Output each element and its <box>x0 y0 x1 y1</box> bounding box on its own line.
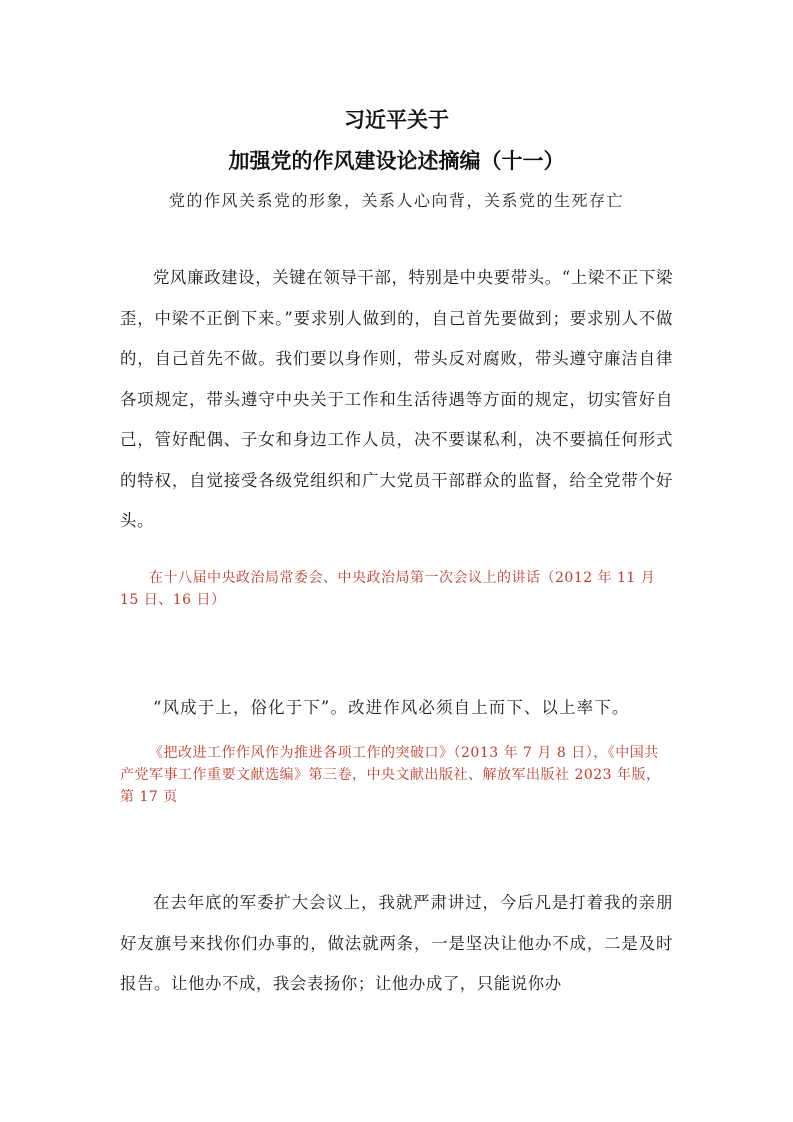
source-citation-2: 《把改进工作作风作为推进各项工作的突破口》（2013 年 7 月 8 日），《中国共产党军事工作重要文献选编》第三卷，中央文献出版社、解放军出版社 2023 年版，第 17 页 <box>120 745 661 805</box>
title-line-2: 加强党的作风建设论述摘编（十一） <box>228 149 565 173</box>
subtitle: 党的作风关系党的形象，关系人心向背，关系党的生死存亡 <box>168 191 624 210</box>
paragraph-2: “风成于上，俗化于下”。改进作风必须自上而下、以上率下。 <box>153 698 630 717</box>
title-line-1: 习近平关于 <box>344 108 449 132</box>
paragraph-1: 党风廉政建设，关键在领导干部，特别是中央要带头。“上梁不正下梁歪，中梁不正倒下来。”要求别人做到的，自己首先要做到；要求别人不做的，自己首先不做。我们要以身作则，带头反对腐败，带头遵守廉洁自律各项规定，带头遵守中央关于工作和生活待遇等方面的规定，切实管好自己，管好配偶、子女和身边工作人员，决不要谋私利，决不要搞任何形式的特权，自觉接受各级党组织和广大党员干部群众的监督，给全党带个好头。 <box>120 268 673 530</box>
paragraph-3: 在去年底的军委扩大会议上，我就严肃讲过，今后凡是打着我的亲朋好友旗号来找你们办事的，做法就两条，一是坚决让他办不成，二是及时报告。让他办不成，我会表扬你；让他办成了，只能说你办 <box>120 893 673 993</box>
source-citation-1: 在十八届中央政治局常委会、中央政治局第一次会议上的讲话（2012 年 11 月 15 日、16 日） <box>120 570 656 608</box>
